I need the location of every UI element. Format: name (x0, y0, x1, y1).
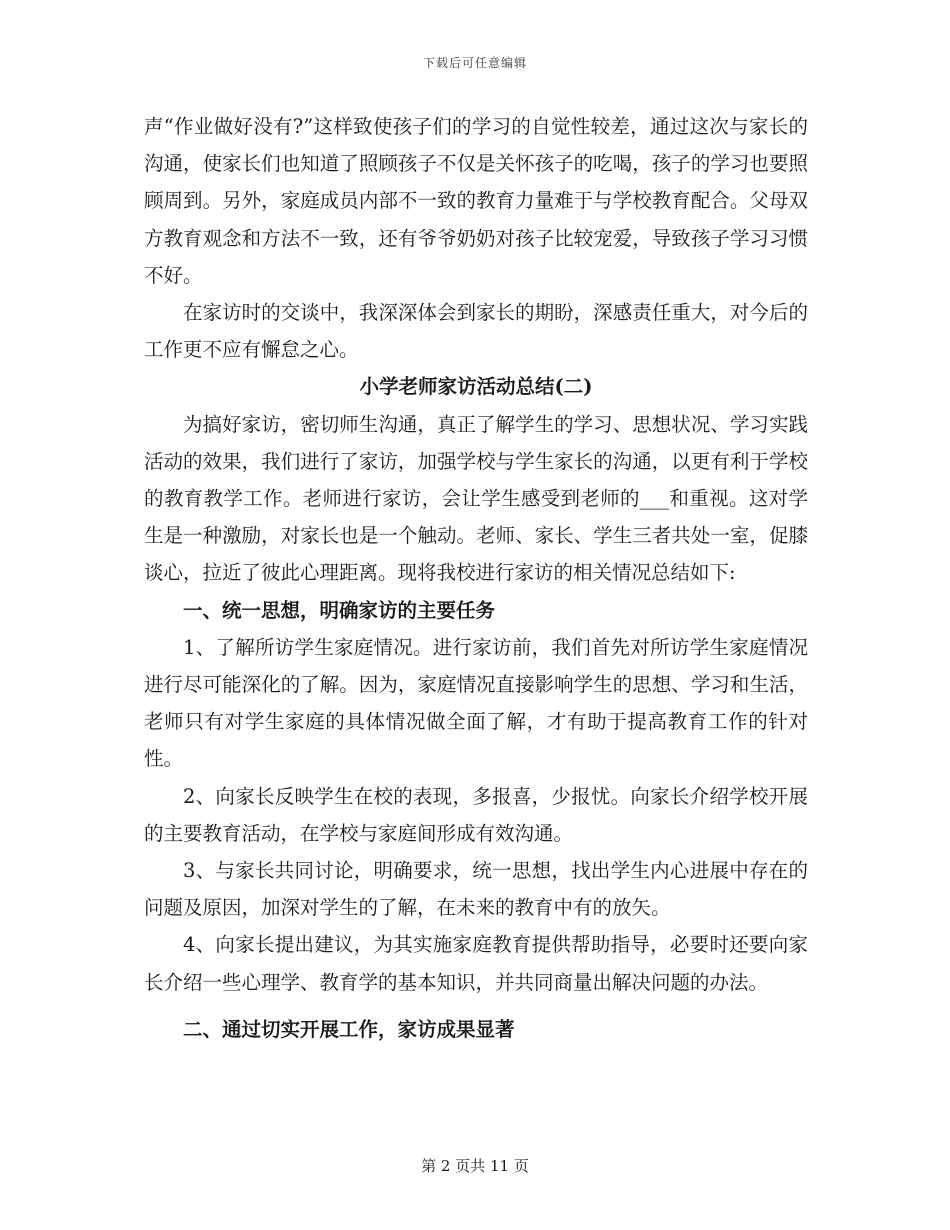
intro-paragraph: 为搞好家访，密切师生沟通，真正了解学生的学习、思想状况、学习实践活动的效果，我们进行了家访，加强学校与学生家长的沟通，以更有利于学校的教育教学工作。老师进行家访，会让学生感受到老师的___和重视。这对学生是一种激励，对家长也是一个触动。老师、家长、学生三者共处一室，促膝谈心，拉近了彼此心理距离。现将我校进行家访的相关情况总结如下: (144, 412, 808, 585)
heading-task: 一、统一思想，明确家访的主要任务 (183, 598, 496, 622)
list-item-4: 4、向家长提出建议，为其实施家庭教育提供帮助指导，必要时还要向家长介绍一些心理学、教育学的基本知识，并共同商量出解决问题的办法。 (144, 933, 808, 994)
document-body (144, 108, 808, 1048)
continued-paragraph: 声“作业做好没有?”这样致使孩子们的学习的自觉性较差，通过这次与家长的沟通，使家长们也知道了照顾孩子不仅是关怀孩子的吃喝，孩子的学习也要照顾周到。另外，家庭成员内部不一致的教育力量难于与学校教育配合。父母双方教育观念和方法不一致，还有爷爷奶奶对孩子比较宠爱，导致孩子学习习惯不好。 (144, 115, 808, 287)
paragraph-reflection: 在家访时的交谈中，我深深体会到家长的期盼，深感责任重大，对今后的工作更不应有懈怠之心。 (144, 301, 808, 362)
page-number: 第 2 页共 11 页 (421, 1157, 529, 1175)
list-item-2: 2、向家长反映学生在校的表现，多报喜，少报忧。向家长介绍学校开展的主要教育活动，在学校与家庭间形成有效沟通。 (144, 784, 808, 845)
heading-results: 二、通过切实开展工作，家访成果显著 (183, 1017, 515, 1041)
list-item-3: 3、与家长共同讨论，明确要求，统一思想，找出学生内心进展中存在的问题及原因，加深对学生的了解，在未来的教育中有的放矢。 (144, 859, 808, 920)
section-title: 小学老师家访活动总结(二) (359, 375, 593, 399)
page-header: 下载后可任意编辑 (422, 56, 527, 70)
list-item-1: 1、了解所访学生家庭情况。进行家访前，我们首先对所访学生家庭情况进行尽可能深化的了解。因为，家庭情况直接影响学生的思想、学习和生活，老师只有对学生家庭的具体情况做全面了解，才有助于提高教育工作的针对性。 (144, 635, 808, 771)
